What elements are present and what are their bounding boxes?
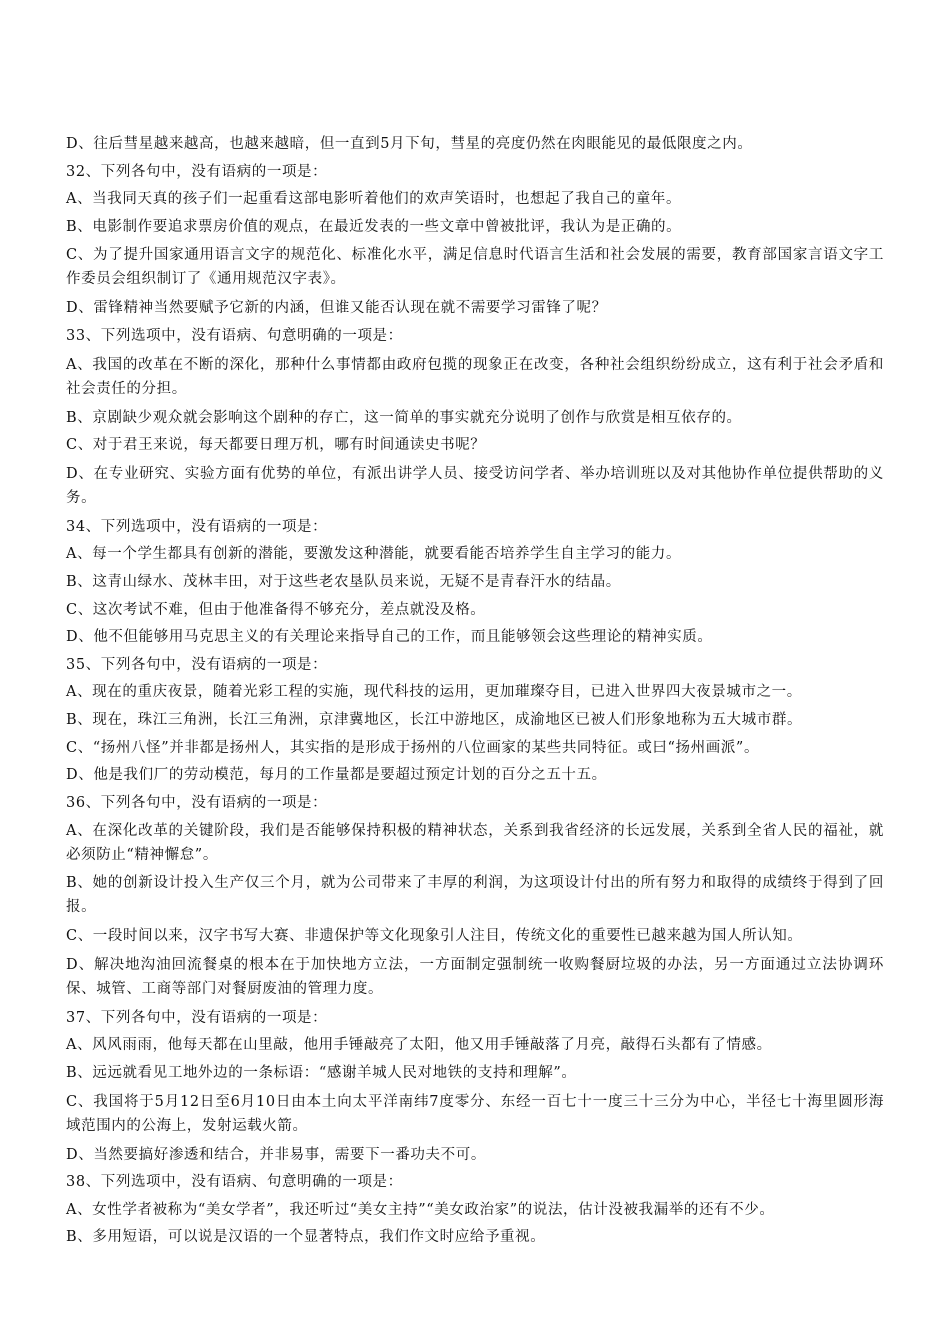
q33-option-d: D、在专业研究、实验方面有优势的单位，有派出讲学人员、接受访问学者、举办培训班以及对其他协作单位提供帮助的义务。 (66, 465, 884, 506)
q34-option-d: D、他不但能够用马克思主义的有关理论来指导自己的工作，而且能够领会这些理论的精神实质。 (66, 629, 713, 646)
q35-stem: 35、下列各句中，没有语病的一项是： (66, 656, 328, 673)
q34-option-b: B、这青山绿水、茂林丰田，对于这些老农垦队员来说，无疑不是青春汗水的结晶。 (66, 573, 621, 590)
q33-option-b: B、京剧缺少观众就会影响这个剧种的存亡，这一简单的事实就充分说明了创作与欣赏是相互依存的。 (66, 409, 742, 426)
q34-option-c: C、这次考试不难，但由于他准备得不够充分，差点就没及格。 (66, 601, 486, 618)
q38-option-b: B、多用短语，可以说是汉语的一个显著特点，我们作文时应给予重视。 (66, 1229, 546, 1246)
q33-option-c: C、对于君王来说，每天都要日理万机，哪有时间通读史书呢？ (66, 437, 486, 454)
q37-option-a: A、风风雨雨，他每天都在山里敲，他用手锤敲亮了太阳，他又用手锤敲落了月亮，敲得石头都有了情感。 (66, 1037, 772, 1054)
q32-option-d: D、雷锋精神当然要赋予它新的内涵，但谁又能否认现在就不需要学习雷锋了呢？ (66, 300, 607, 317)
q37-stem: 37、下列各句中，没有语病的一项是： (66, 1009, 328, 1026)
q35-option-c: C、“扬州八怪”并非都是扬州人，其实指的是形成于扬州的八位画家的某些共同特征。或曰“扬州画派”。 (66, 739, 760, 756)
q37-option-c: C、我国将于5月12日至6月10日由本土向太平洋南纬7度零分、东经一百七十一度三十三分为中心，半径七十海里圆形海域范围内的公海上，发射运载火箭。 (66, 1093, 884, 1134)
q34-option-a: A、每一个学生都具有创新的潜能，要激发这种潜能，就要看能否培养学生自主学习的能力。 (66, 546, 682, 563)
q32-option-c: C、为了提升国家通用语言文字的规范化、标准化水平，满足信息时代语言生活和社会发展的需要，教育部国家言语文字工作委员会组织制订了《通用规范汉字表》。 (66, 247, 884, 288)
q32-option-b: B、电影制作要追求票房价值的观点，在最近发表的一些文章中曾被批评，我认为是正确的。 (66, 218, 682, 235)
q32-option-a: A、当我同天真的孩子们一起重看这部电影听着他们的欢声笑语时，也想起了我自己的童年。 (66, 191, 682, 208)
q36-option-b: B、她的创新设计投入生产仅三个月，就为公司带来了丰厚的利润，为这项设计付出的所有努力和取得的成绩终于得到了回报。 (66, 875, 884, 916)
q33-stem: 33、下列选项中，没有语病、句意明确的一项是： (66, 327, 403, 344)
q36-option-c: C、一段时间以来，汉字书写大赛、非遗保护等文化现象引人注目，传统文化的重要性已越来越为国人所认知。 (66, 928, 803, 945)
q32-stem: 32、下列各句中，没有语病的一项是： (66, 163, 328, 180)
q37-option-b: B、远远就看见工地外边的一条标语：“感谢羊城人民对地铁的支持和理解”。 (66, 1065, 577, 1082)
q35-option-d: D、他是我们厂的劳动模范，每月的工作量都是要超过预定计划的百分之五十五。 (66, 767, 607, 784)
q36-option-d: D、解决地沟油回流餐桌的根本在于加快地方立法，一方面制定强制统一收购餐厨垃圾的办法，另一方面通过立法协调环保、城管、工商等部门对餐厨废油的管理力度。 (66, 956, 884, 997)
q36-option-a: A、在深化改革的关键阶段，我们是否能够保持积极的精神状态，关系到我省经济的长远发展，关系到全省人民的福祉，就必须防止“精神懈怠”。 (66, 823, 884, 864)
document-page (66, 131, 884, 1252)
q35-option-a: A、现在的重庆夜景，随着光彩工程的实施，现代科技的运用，更加璀璨夺目，已进入世界四大夜景城市之一。 (66, 684, 802, 701)
q36-stem: 36、下列各句中，没有语病的一项是： (66, 794, 328, 811)
q37-option-d: D、当然要搞好渗透和结合，并非易事，需要下一番功夫不可。 (66, 1146, 486, 1163)
q34-stem: 34、下列选项中，没有语病的一项是： (66, 518, 328, 535)
q31-option-d: D、往后彗星越来越高，也越来越暗，但一直到5月下旬，彗星的亮度仍然在肉眼能见的最低限度之内。 (66, 136, 753, 152)
q38-option-a: A、女性学者被称为“美女学者”，我还听过“美女主持”“美女政治家”的说法，估计没被我漏举的还有不少。 (66, 1201, 775, 1218)
q38-stem: 38、下列选项中，没有语病、句意明确的一项是： (66, 1174, 403, 1191)
q35-option-b: B、现在，珠江三角洲，长江三角洲，京津冀地区，长江中游地区，成渝地区已被人们形象地称为五大城市群。 (66, 711, 803, 728)
q33-option-a: A、我国的改革在不断的深化，那种什么事情都由政府包揽的现象正在改变，各种社会组织纷纷成立，这有利于社会矛盾和社会责任的分担。 (66, 356, 884, 397)
